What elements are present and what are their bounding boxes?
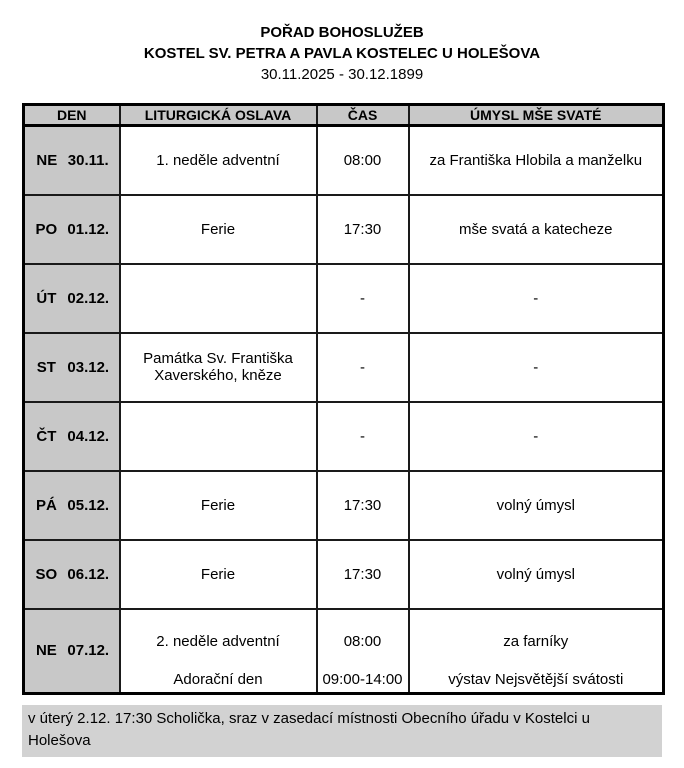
time-line-1: 08:00 [343,632,382,650]
day-cell [24,195,120,264]
intention-cell: volný úmysl [409,540,664,609]
day-cell [24,609,120,694]
time-cell: 17:30 [317,471,409,540]
time-cell: - [317,264,409,333]
celebration-cell: 1. neděle adventní [120,126,317,195]
day-cell [24,333,120,402]
day-date: 01.12. [67,220,110,238]
day-abbrev: SO [35,565,58,583]
column-header-celebration: LITURGICKÁ OSLAVA [120,105,317,126]
table-row [24,126,664,195]
table-row [24,609,664,694]
date-range: 30.11.2025 - 30.12.1899 [260,66,424,83]
time-cell: 08:00 [317,126,409,195]
day-cell [24,402,120,471]
table-row [24,264,664,333]
time-cell [317,609,409,694]
day-date: 04.12. [67,427,110,445]
day-date: 07.12. [67,642,110,659]
intention-cell: za Františka Hlobila a manželku [409,126,664,195]
column-header-time: ČAS [317,105,409,126]
celebration-cell [120,402,317,471]
time-cell: - [317,333,409,402]
day-abbrev: ÚT [36,289,57,307]
celebration-line-2: Adorační den [173,670,263,688]
intention-line-1: za farníky [503,632,569,650]
intention-line-2: výstav Nejsvětější svátosti [448,670,624,688]
table-row [24,195,664,264]
day-date: 05.12. [67,496,110,514]
church-name: KOSTEL SV. PETRA A PAVLA KOSTELEC U HOLEŠOVA [143,45,541,62]
day-abbrev: PO [35,220,58,238]
celebration-cell [120,609,317,694]
day-date: 03.12. [67,358,110,376]
celebration-line-1: 2. neděle adventní [156,632,280,650]
time-cell: - [317,402,409,471]
intention-cell: - [409,402,664,471]
intention-cell: - [409,264,664,333]
day-cell [24,471,120,540]
document-header [0,22,684,85]
intention-cell: mše svatá a katecheze [409,195,664,264]
celebration-cell: Památka Sv. Františka Xaverského, kněze [120,333,317,402]
time-cell: 17:30 [317,195,409,264]
table-row [24,402,664,471]
table-header-row [24,105,664,126]
day-cell [24,540,120,609]
intention-cell [409,609,664,694]
schedule-table [22,103,665,695]
column-header-intention: ÚMYSL MŠE SVATÉ [409,105,664,126]
intention-cell: volný úmysl [409,471,664,540]
column-header-day: DEN [24,105,120,126]
day-date: 02.12. [67,289,110,307]
table-row [24,540,664,609]
table-row [24,471,664,540]
table-row [24,333,664,402]
time-cell: 17:30 [317,540,409,609]
day-abbrev: ST [36,358,56,376]
intention-cell: - [409,333,664,402]
celebration-cell: Ferie [120,195,317,264]
day-abbrev: ČT [36,427,57,445]
day-abbrev: PÁ [35,496,57,514]
time-line-2: 09:00-14:00 [322,670,403,688]
page-title: POŘAD BOHOSLUŽEB [260,24,424,41]
celebration-cell [120,264,317,333]
day-cell [24,264,120,333]
day-abbrev: NE [36,151,58,169]
day-cell [24,126,120,195]
celebration-cell: Ferie [120,540,317,609]
day-date: 06.12. [67,565,110,583]
announcement-note: v úterý 2.12. 17:30 Scholička, sraz v zasedací místnosti Obecního úřadu v Kostelci u Holešova [22,705,662,757]
day-date: 30.11. [67,151,109,169]
day-abbrev: NE [35,642,57,659]
celebration-cell: Ferie [120,471,317,540]
